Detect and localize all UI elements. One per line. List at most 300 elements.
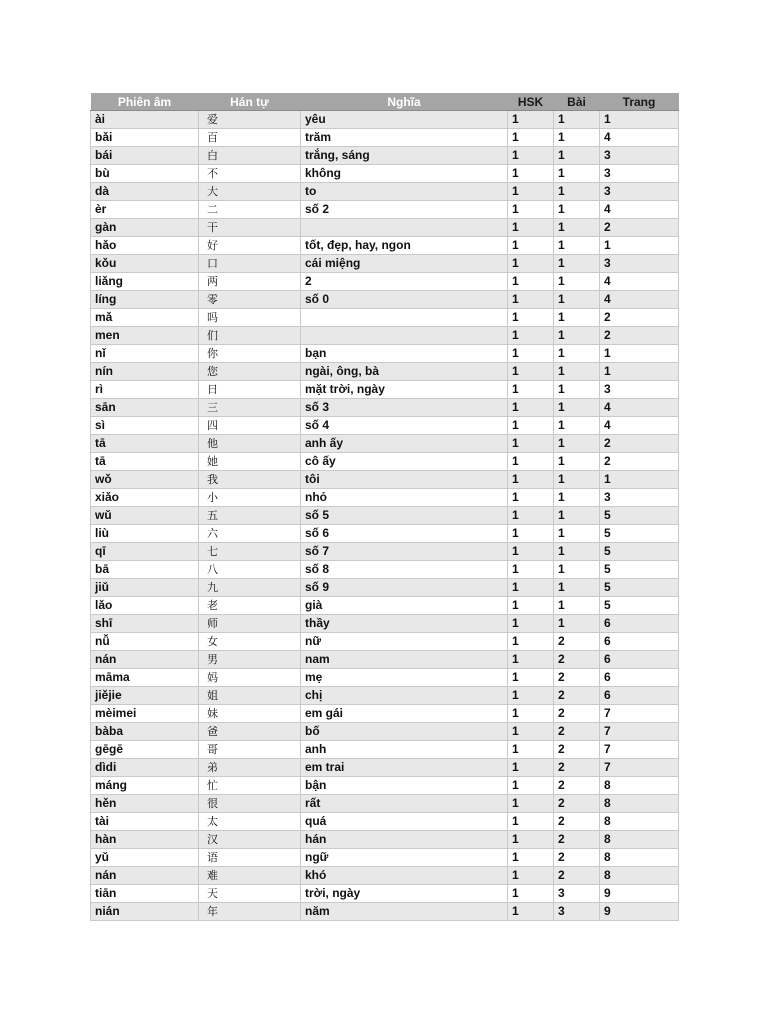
cell-meaning: số 5 — [301, 507, 508, 525]
cell-hsk: 1 — [508, 561, 554, 579]
cell-hsk: 1 — [508, 345, 554, 363]
cell-meaning: 2 — [301, 273, 508, 291]
table-row — [91, 489, 679, 507]
cell-meaning: trắng, sáng — [301, 147, 508, 165]
cell-lesson: 1 — [554, 453, 600, 471]
cell-meaning: nhỏ — [301, 489, 508, 507]
cell-hanzi: 天 — [199, 885, 301, 903]
table-row — [91, 381, 679, 399]
cell-hanzi: 们 — [199, 327, 301, 345]
cell-hanzi: 口 — [199, 255, 301, 273]
cell-page: 2 — [600, 219, 679, 237]
table-row — [91, 147, 679, 165]
cell-pinyin: wǔ — [91, 507, 199, 525]
table-row — [91, 633, 679, 651]
cell-hsk: 1 — [508, 273, 554, 291]
vocabulary-sheet — [90, 93, 678, 921]
cell-pinyin: bàba — [91, 723, 199, 741]
cell-hanzi: 语 — [199, 849, 301, 867]
cell-meaning: rất — [301, 795, 508, 813]
cell-lesson: 2 — [554, 687, 600, 705]
cell-lesson: 2 — [554, 705, 600, 723]
cell-hsk: 1 — [508, 651, 554, 669]
table-row — [91, 327, 679, 345]
cell-lesson: 1 — [554, 507, 600, 525]
cell-lesson: 2 — [554, 759, 600, 777]
cell-pinyin: hǎo — [91, 237, 199, 255]
cell-page: 7 — [600, 705, 679, 723]
cell-hanzi: 八 — [199, 561, 301, 579]
cell-page: 8 — [600, 867, 679, 885]
cell-hsk: 1 — [508, 111, 554, 129]
cell-hanzi: 三 — [199, 399, 301, 417]
table-row — [91, 309, 679, 327]
cell-hsk: 1 — [508, 723, 554, 741]
table-row — [91, 525, 679, 543]
cell-page: 1 — [600, 237, 679, 255]
cell-lesson: 1 — [554, 579, 600, 597]
cell-page: 4 — [600, 399, 679, 417]
cell-pinyin: xiǎo — [91, 489, 199, 507]
cell-meaning: số 0 — [301, 291, 508, 309]
cell-hanzi: 我 — [199, 471, 301, 489]
cell-hanzi: 年 — [199, 903, 301, 921]
cell-page: 4 — [600, 417, 679, 435]
cell-page: 3 — [600, 165, 679, 183]
cell-meaning: anh ấy — [301, 435, 508, 453]
cell-page: 4 — [600, 291, 679, 309]
table-row — [91, 345, 679, 363]
cell-hsk: 1 — [508, 129, 554, 147]
cell-hsk: 1 — [508, 777, 554, 795]
cell-pinyin: liǎng — [91, 273, 199, 291]
cell-meaning: ngữ — [301, 849, 508, 867]
cell-page: 5 — [600, 507, 679, 525]
cell-pinyin: gēgē — [91, 741, 199, 759]
cell-page: 7 — [600, 759, 679, 777]
cell-page: 2 — [600, 435, 679, 453]
cell-hsk: 1 — [508, 489, 554, 507]
cell-page: 1 — [600, 111, 679, 129]
cell-pinyin: mǎ — [91, 309, 199, 327]
cell-hsk: 1 — [508, 381, 554, 399]
cell-hsk: 1 — [508, 849, 554, 867]
cell-hanzi: 九 — [199, 579, 301, 597]
cell-pinyin: nián — [91, 903, 199, 921]
cell-pinyin: máng — [91, 777, 199, 795]
header-lesson: Bài — [554, 93, 600, 111]
cell-hsk: 1 — [508, 615, 554, 633]
table-row — [91, 129, 679, 147]
cell-lesson: 1 — [554, 147, 600, 165]
cell-hsk: 1 — [508, 219, 554, 237]
cell-meaning: số 6 — [301, 525, 508, 543]
cell-hanzi: 他 — [199, 435, 301, 453]
cell-pinyin: bā — [91, 561, 199, 579]
cell-pinyin: jiějie — [91, 687, 199, 705]
table-row — [91, 399, 679, 417]
cell-hanzi: 两 — [199, 273, 301, 291]
cell-pinyin: hěn — [91, 795, 199, 813]
cell-pinyin: dà — [91, 183, 199, 201]
cell-meaning: chị — [301, 687, 508, 705]
cell-lesson: 3 — [554, 903, 600, 921]
cell-hanzi: 她 — [199, 453, 301, 471]
cell-hanzi: 不 — [199, 165, 301, 183]
cell-page: 3 — [600, 489, 679, 507]
cell-hanzi: 女 — [199, 633, 301, 651]
cell-pinyin: lǎo — [91, 597, 199, 615]
table-row — [91, 363, 679, 381]
cell-hsk: 1 — [508, 867, 554, 885]
cell-hsk: 1 — [508, 417, 554, 435]
cell-meaning: em trai — [301, 759, 508, 777]
cell-meaning: hán — [301, 831, 508, 849]
cell-lesson: 1 — [554, 255, 600, 273]
cell-pinyin: nín — [91, 363, 199, 381]
cell-meaning: số 9 — [301, 579, 508, 597]
cell-meaning: số 3 — [301, 399, 508, 417]
cell-pinyin: dìdi — [91, 759, 199, 777]
header-hsk: HSK — [508, 93, 554, 111]
cell-hsk: 1 — [508, 147, 554, 165]
cell-pinyin: ài — [91, 111, 199, 129]
cell-pinyin: nǐ — [91, 345, 199, 363]
cell-hanzi: 四 — [199, 417, 301, 435]
table-row — [91, 723, 679, 741]
cell-page: 8 — [600, 795, 679, 813]
header-meaning: Nghĩa — [301, 93, 508, 111]
cell-meaning: bạn — [301, 345, 508, 363]
cell-meaning: bận — [301, 777, 508, 795]
cell-lesson: 2 — [554, 831, 600, 849]
cell-lesson: 1 — [554, 201, 600, 219]
cell-hanzi: 小 — [199, 489, 301, 507]
cell-hanzi: 六 — [199, 525, 301, 543]
cell-hanzi: 老 — [199, 597, 301, 615]
cell-lesson: 2 — [554, 813, 600, 831]
table-row — [91, 507, 679, 525]
table-row — [91, 111, 679, 129]
table-row — [91, 597, 679, 615]
cell-pinyin: nán — [91, 867, 199, 885]
cell-pinyin: māma — [91, 669, 199, 687]
table-row — [91, 561, 679, 579]
cell-page: 5 — [600, 561, 679, 579]
cell-hanzi: 日 — [199, 381, 301, 399]
cell-page: 5 — [600, 525, 679, 543]
cell-page: 9 — [600, 885, 679, 903]
table-row — [91, 255, 679, 273]
cell-meaning: trăm — [301, 129, 508, 147]
cell-meaning: quá — [301, 813, 508, 831]
cell-meaning: số 8 — [301, 561, 508, 579]
table-row — [91, 291, 679, 309]
cell-lesson: 1 — [554, 363, 600, 381]
cell-hsk: 1 — [508, 363, 554, 381]
cell-meaning: tôi — [301, 471, 508, 489]
cell-page: 2 — [600, 453, 679, 471]
cell-hsk: 1 — [508, 201, 554, 219]
cell-lesson: 2 — [554, 723, 600, 741]
cell-lesson: 2 — [554, 669, 600, 687]
cell-page: 3 — [600, 183, 679, 201]
cell-hanzi: 你 — [199, 345, 301, 363]
cell-hsk: 1 — [508, 327, 554, 345]
table-row — [91, 435, 679, 453]
cell-page: 8 — [600, 777, 679, 795]
cell-meaning: em gái — [301, 705, 508, 723]
cell-page: 9 — [600, 903, 679, 921]
cell-hsk: 1 — [508, 813, 554, 831]
cell-lesson: 2 — [554, 795, 600, 813]
cell-hsk: 1 — [508, 669, 554, 687]
cell-lesson: 1 — [554, 129, 600, 147]
cell-lesson: 1 — [554, 111, 600, 129]
cell-pinyin: wǒ — [91, 471, 199, 489]
cell-page: 4 — [600, 201, 679, 219]
table-row — [91, 831, 679, 849]
cell-pinyin: jiǔ — [91, 579, 199, 597]
cell-pinyin: sì — [91, 417, 199, 435]
table-row — [91, 651, 679, 669]
cell-page: 2 — [600, 327, 679, 345]
table-row — [91, 183, 679, 201]
cell-meaning: anh — [301, 741, 508, 759]
cell-hanzi: 男 — [199, 651, 301, 669]
cell-meaning: năm — [301, 903, 508, 921]
cell-lesson: 1 — [554, 471, 600, 489]
cell-lesson: 1 — [554, 291, 600, 309]
cell-lesson: 1 — [554, 615, 600, 633]
cell-page: 1 — [600, 345, 679, 363]
cell-hsk: 1 — [508, 579, 554, 597]
cell-lesson: 1 — [554, 219, 600, 237]
cell-lesson: 1 — [554, 399, 600, 417]
table-row — [91, 867, 679, 885]
cell-page: 7 — [600, 741, 679, 759]
cell-page: 8 — [600, 849, 679, 867]
cell-hanzi: 干 — [199, 219, 301, 237]
table-row — [91, 741, 679, 759]
cell-meaning: khó — [301, 867, 508, 885]
cell-hanzi: 白 — [199, 147, 301, 165]
cell-pinyin: bǎi — [91, 129, 199, 147]
cell-hsk: 1 — [508, 633, 554, 651]
cell-hsk: 1 — [508, 165, 554, 183]
cell-lesson: 1 — [554, 561, 600, 579]
cell-page: 3 — [600, 381, 679, 399]
cell-hanzi: 太 — [199, 813, 301, 831]
cell-pinyin: liù — [91, 525, 199, 543]
cell-pinyin: men — [91, 327, 199, 345]
table-row — [91, 669, 679, 687]
table-row — [91, 849, 679, 867]
cell-lesson: 2 — [554, 777, 600, 795]
cell-pinyin: qī — [91, 543, 199, 561]
cell-hsk: 1 — [508, 831, 554, 849]
cell-hsk: 1 — [508, 795, 554, 813]
cell-lesson: 2 — [554, 651, 600, 669]
cell-pinyin: nán — [91, 651, 199, 669]
cell-meaning: bố — [301, 723, 508, 741]
table-row — [91, 543, 679, 561]
cell-hanzi: 好 — [199, 237, 301, 255]
cell-pinyin: shī — [91, 615, 199, 633]
cell-hanzi: 忙 — [199, 777, 301, 795]
table-row — [91, 165, 679, 183]
cell-page: 8 — [600, 831, 679, 849]
cell-hanzi: 弟 — [199, 759, 301, 777]
cell-hsk: 1 — [508, 759, 554, 777]
cell-pinyin: bái — [91, 147, 199, 165]
cell-pinyin: tiān — [91, 885, 199, 903]
cell-hsk: 1 — [508, 543, 554, 561]
cell-lesson: 1 — [554, 597, 600, 615]
cell-page: 5 — [600, 543, 679, 561]
table-row — [91, 903, 679, 921]
cell-lesson: 1 — [554, 327, 600, 345]
cell-pinyin: sān — [91, 399, 199, 417]
cell-page: 5 — [600, 579, 679, 597]
cell-hsk: 1 — [508, 903, 554, 921]
cell-hanzi: 七 — [199, 543, 301, 561]
cell-hsk: 1 — [508, 237, 554, 255]
cell-lesson: 1 — [554, 309, 600, 327]
cell-meaning: nam — [301, 651, 508, 669]
table-row — [91, 471, 679, 489]
table-row — [91, 219, 679, 237]
cell-hsk: 1 — [508, 183, 554, 201]
table-body — [91, 111, 679, 921]
cell-meaning: số 7 — [301, 543, 508, 561]
table-row — [91, 615, 679, 633]
cell-lesson: 2 — [554, 633, 600, 651]
cell-hanzi: 百 — [199, 129, 301, 147]
cell-hsk: 1 — [508, 687, 554, 705]
cell-meaning: mặt trời, ngày — [301, 381, 508, 399]
cell-meaning: mẹ — [301, 669, 508, 687]
cell-hsk: 1 — [508, 435, 554, 453]
cell-hsk: 1 — [508, 597, 554, 615]
cell-hanzi: 妈 — [199, 669, 301, 687]
cell-lesson: 1 — [554, 525, 600, 543]
header-row — [91, 93, 679, 111]
cell-lesson: 1 — [554, 273, 600, 291]
cell-pinyin: líng — [91, 291, 199, 309]
cell-pinyin: tā — [91, 435, 199, 453]
cell-page: 4 — [600, 129, 679, 147]
table-row — [91, 687, 679, 705]
cell-page: 3 — [600, 147, 679, 165]
cell-hanzi: 二 — [199, 201, 301, 219]
cell-meaning: trời, ngày — [301, 885, 508, 903]
vocabulary-table — [90, 93, 679, 921]
table-row — [91, 579, 679, 597]
cell-hsk: 1 — [508, 525, 554, 543]
table-row — [91, 777, 679, 795]
cell-hanzi: 姐 — [199, 687, 301, 705]
cell-meaning: không — [301, 165, 508, 183]
cell-pinyin: mèimei — [91, 705, 199, 723]
cell-pinyin: yǔ — [91, 849, 199, 867]
header-hanzi: Hán tự — [199, 93, 301, 111]
cell-hsk: 1 — [508, 453, 554, 471]
header-page: Trang — [600, 93, 679, 111]
table-row — [91, 417, 679, 435]
cell-lesson: 2 — [554, 741, 600, 759]
cell-lesson: 3 — [554, 885, 600, 903]
cell-lesson: 1 — [554, 237, 600, 255]
cell-hanzi: 很 — [199, 795, 301, 813]
cell-meaning: to — [301, 183, 508, 201]
cell-hsk: 1 — [508, 309, 554, 327]
table-row — [91, 813, 679, 831]
cell-lesson: 1 — [554, 489, 600, 507]
cell-pinyin: tài — [91, 813, 199, 831]
cell-meaning: số 2 — [301, 201, 508, 219]
cell-hanzi: 您 — [199, 363, 301, 381]
cell-meaning: thầy — [301, 615, 508, 633]
cell-hanzi: 难 — [199, 867, 301, 885]
cell-lesson: 1 — [554, 381, 600, 399]
cell-hsk: 1 — [508, 255, 554, 273]
cell-page: 6 — [600, 633, 679, 651]
table-row — [91, 885, 679, 903]
cell-meaning — [301, 327, 508, 345]
cell-meaning: ngài, ông, bà — [301, 363, 508, 381]
cell-lesson: 2 — [554, 867, 600, 885]
cell-pinyin: rì — [91, 381, 199, 399]
table-row — [91, 201, 679, 219]
cell-lesson: 1 — [554, 543, 600, 561]
cell-pinyin: bù — [91, 165, 199, 183]
cell-hanzi: 汉 — [199, 831, 301, 849]
cell-meaning: nữ — [301, 633, 508, 651]
cell-lesson: 2 — [554, 849, 600, 867]
cell-page: 8 — [600, 813, 679, 831]
cell-hanzi: 爸 — [199, 723, 301, 741]
cell-page: 4 — [600, 273, 679, 291]
cell-lesson: 1 — [554, 435, 600, 453]
cell-hsk: 1 — [508, 471, 554, 489]
cell-meaning: yêu — [301, 111, 508, 129]
table-row — [91, 795, 679, 813]
cell-page: 7 — [600, 723, 679, 741]
cell-hanzi: 爱 — [199, 111, 301, 129]
cell-hsk: 1 — [508, 507, 554, 525]
cell-pinyin: èr — [91, 201, 199, 219]
header-pinyin: Phiên âm — [91, 93, 199, 111]
cell-hsk: 1 — [508, 399, 554, 417]
cell-pinyin: hàn — [91, 831, 199, 849]
cell-page: 3 — [600, 255, 679, 273]
cell-page: 6 — [600, 687, 679, 705]
cell-page: 6 — [600, 669, 679, 687]
cell-page: 1 — [600, 363, 679, 381]
table-header — [91, 93, 679, 111]
cell-lesson: 1 — [554, 417, 600, 435]
table-row — [91, 453, 679, 471]
cell-page: 6 — [600, 651, 679, 669]
cell-hanzi: 妹 — [199, 705, 301, 723]
cell-hanzi: 哥 — [199, 741, 301, 759]
cell-pinyin: kǒu — [91, 255, 199, 273]
cell-meaning — [301, 219, 508, 237]
cell-meaning: cô ấy — [301, 453, 508, 471]
cell-hsk: 1 — [508, 705, 554, 723]
cell-meaning: cái miệng — [301, 255, 508, 273]
